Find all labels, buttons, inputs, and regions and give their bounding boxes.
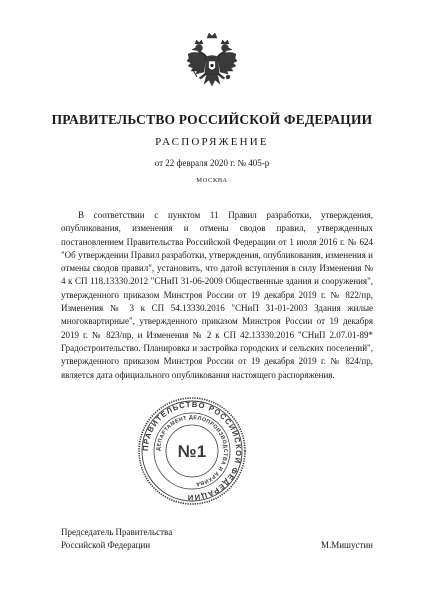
order-body-text: В соответствии с пунктом 11 Правил разработки, утверждения, опубликования, изменения и отмены сводов правил, утвержденных постановлением Правительства Российской Федерации от 1 июля 2016 г. № 624 "Об утверждении Правил разработки, утверждения, опубликования, изменения и отмены сводов правил", установить, что датой вступления в силу Изменения № 4 к СП 118.13330.2012 "СНиП 31-06-2009 Общественные здания и сооружения", утвержденного приказом Минстроя России от 19 декабря 2019 г. № 822/пр, Изменения № 3 к СП 54.13330.2016 "СНиП 31-01-2003 Здания жилые многоквартирные", утвержденного приказом Минстроя России от 19 декабря 2019 г. № 823/пр, и Изменения № 2 к СП 42.13330.2016 "СНиП 2.07.01-89* Градостроительство. Планировка и застройка городских и сельских поселений", утвержденного приказом Минстроя России от 19 декабря 2019 г. № 824/пр, является дата официального опубликования настоящего распоряжения. — [61, 210, 373, 380]
signatory-position-line2: Российской Федерации — [61, 540, 151, 550]
stamp-outer-text: ПРАВИТЕЛЬСТВО РОССИЙСКОЙ ФЕДЕРАЦИИ — [140, 399, 244, 503]
coat-of-arms-emblem — [184, 30, 240, 92]
document-city: МОСКВА — [196, 177, 228, 184]
document-type: РАСПОРЯЖЕНИЕ — [155, 136, 269, 148]
document-date-number: от 22 февраля 2020 г. № 405-р — [154, 158, 270, 168]
stamp-center-number: №1 — [177, 442, 207, 461]
official-stamp — [136, 395, 248, 507]
signatory-position-line1: Председатель Правительства — [61, 527, 173, 537]
signatory-name: М.Мишустин — [320, 540, 373, 550]
stamp-inner-text: ДЕПАРТАМЕНТ ДЕЛОПРОИЗВОДСТВА И АРХИВА — [155, 414, 229, 487]
government-title: ПРАВИТЕЛЬСТВО РОССИЙСКОЙ ФЕДЕРАЦИИ — [51, 112, 373, 127]
